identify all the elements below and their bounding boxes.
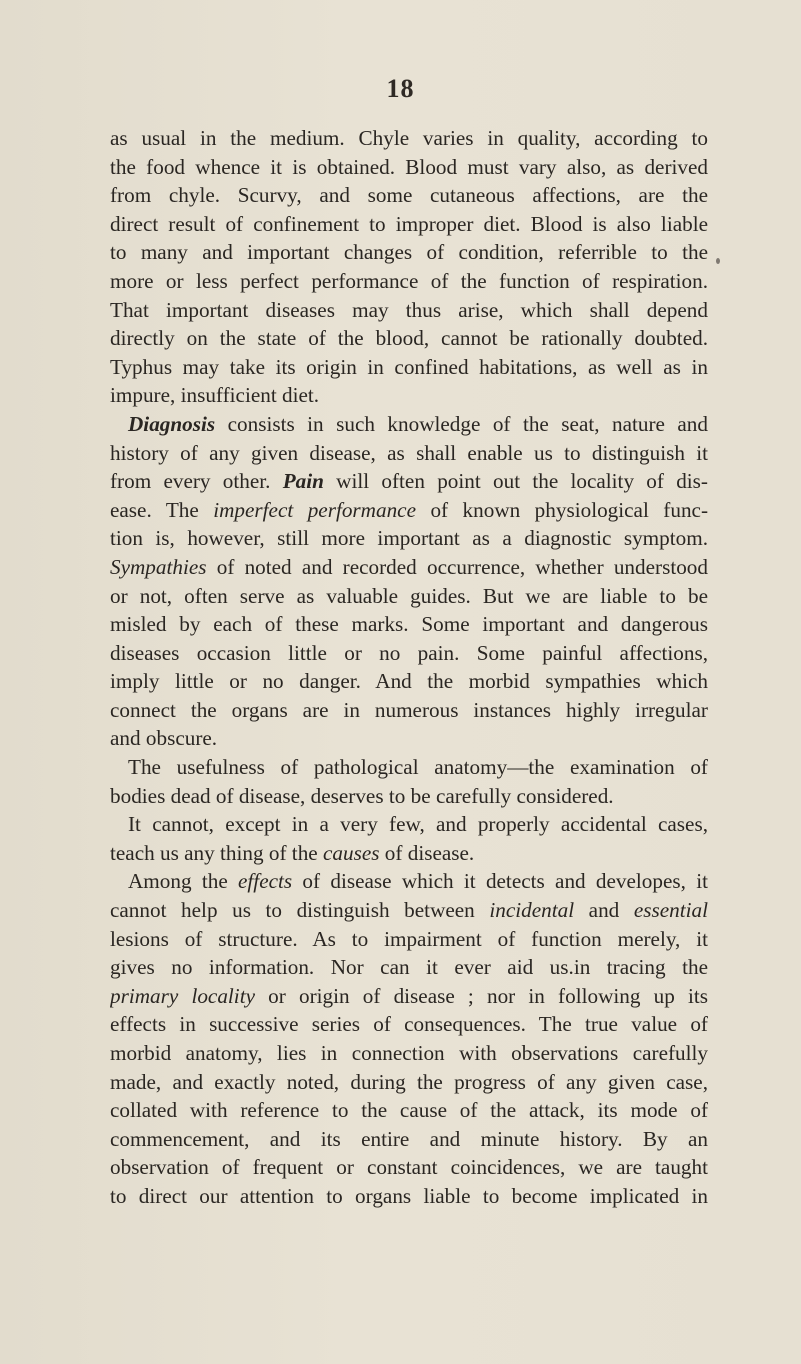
text-segment: of disease. — [379, 840, 475, 865]
text-line: That important diseases may thus arise, which shall depend — [110, 297, 708, 322]
text-line: tion is, however, still more important as a diagnostic symptom. — [110, 526, 708, 551]
text-line: The usefulness of pathological anatomy—the examination of — [128, 755, 708, 780]
text-line: or not, often serve as valuable guides. But we are liable to be — [110, 583, 708, 608]
text-line: to many and important changes of condition, referrible to the — [110, 240, 708, 265]
text-line: diseases occasion little or no pain. Some painful affections, — [110, 640, 708, 665]
text-line — [110, 496, 708, 525]
text-line — [110, 982, 708, 1011]
text-line: effects in successive series of consequences. The true value of — [110, 1012, 708, 1037]
text-segment: consists in such knowledge of the seat, nature and — [215, 411, 708, 436]
emphasized-term: Sympathies — [110, 554, 207, 579]
text-line: gives no information. Nor can it ever aid us.in tracing the — [110, 955, 708, 980]
text-segment: or origin of disease ; nor in following up its — [254, 983, 708, 1008]
text-segment: of noted and recorded occurrence, whether understood — [206, 554, 708, 579]
text-segment: from every other. — [110, 469, 283, 494]
emphasized-term: incidental — [489, 898, 575, 923]
text-segment: Among the — [128, 869, 239, 894]
text-line — [110, 839, 708, 868]
text-line — [110, 867, 708, 896]
emphasized-term: Pain — [282, 469, 324, 494]
text-segment: teach us any thing of the — [110, 840, 323, 865]
text-line: morbid anatomy, lies in connection with observations carefully — [110, 1041, 708, 1065]
text-line: imply little or no danger. And the morbid sympathies which — [110, 669, 708, 694]
body-text — [110, 124, 708, 1211]
text-line: direct result of confinement to improper diet. Blood is also liable — [110, 211, 708, 236]
text-line: misled by each of these marks. Some important and dangerous — [110, 612, 708, 637]
text-segment: cannot help us to distinguish between — [110, 898, 490, 923]
text-line: impure, insufficient diet. — [110, 383, 320, 408]
text-line: to direct our attention to organs liable to become implicated in — [110, 1183, 708, 1208]
emphasized-term: essential — [633, 898, 708, 923]
emphasized-term: Diagnosis — [128, 411, 216, 436]
text-line: made, and exactly noted, during the progress of any given case, — [110, 1069, 708, 1094]
text-line: It cannot, except in a very few, and properly accidental cases, — [128, 812, 708, 837]
text-line: and obscure. — [110, 726, 218, 751]
text-segment: will often point out the locality of dis- — [323, 469, 708, 494]
text-line: collated with reference to the cause of the attack, its mode of — [110, 1098, 708, 1123]
text-line: lesions of structure. As to impairment of function merely, it — [110, 926, 708, 951]
text-line: as usual in the medium. Chyle varies in quality, according to — [110, 126, 708, 150]
emphasized-term: primary locality — [110, 983, 255, 1008]
text-line — [110, 410, 708, 439]
text-segment: ease. The — [110, 497, 214, 522]
text-line: more or less perfect performance of the function of respiration. — [110, 268, 708, 293]
ink-speck — [716, 258, 720, 264]
text-line — [110, 896, 708, 925]
emphasized-term: imperfect performance — [213, 497, 416, 522]
text-line: observation of frequent or constant coincidences, we are taught — [110, 1155, 708, 1180]
text-line: commencement, and its entire and minute history. By an — [110, 1126, 708, 1151]
text-segment: and — [574, 898, 634, 923]
emphasized-term: effects — [238, 869, 293, 894]
text-line — [110, 553, 708, 582]
text-segment: of disease which it detects and developes, it — [292, 869, 708, 894]
emphasized-term: causes — [323, 840, 380, 865]
text-line: bodies dead of disease, deserves to be carefully considered. — [110, 783, 614, 808]
text-line: connect the organs are in numerous instances highly irregular — [110, 697, 708, 722]
text-line — [110, 467, 708, 496]
text-line: from chyle. Scurvy, and some cutaneous affections, are the — [110, 183, 708, 208]
text-line: Typhus may take its origin in confined habitations, as well as in — [110, 354, 708, 379]
text-line: history of any given disease, as shall enable us to distinguish it — [110, 440, 708, 465]
text-line: directly on the state of the blood, cannot be rationally doubted. — [110, 326, 708, 351]
text-segment: of known physiological func- — [415, 497, 708, 522]
text-line: the food whence it is obtained. Blood must vary also, as derived — [110, 154, 708, 179]
page-number: 18 — [386, 74, 415, 103]
